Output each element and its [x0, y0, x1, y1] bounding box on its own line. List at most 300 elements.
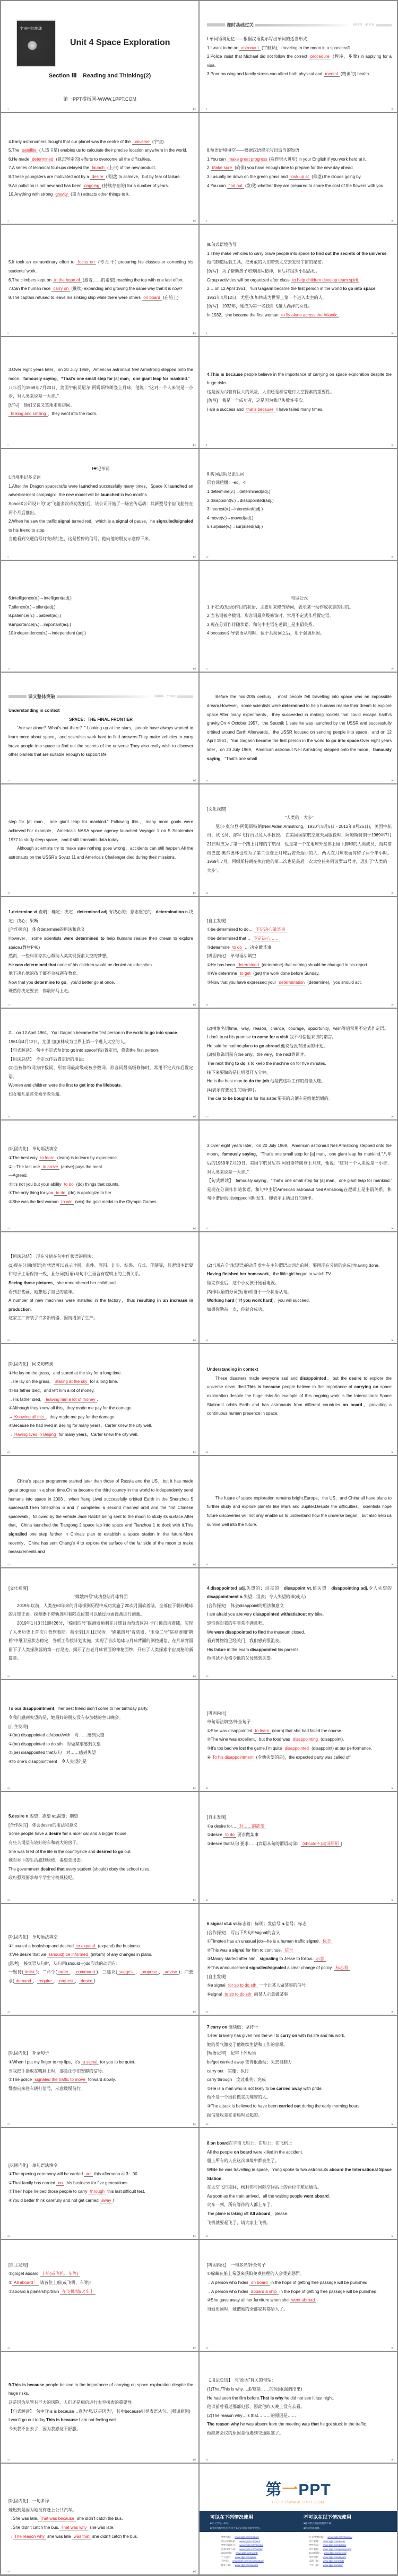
answer-blank[interactable]: determined — [236, 963, 261, 968]
slide[interactable] — [200, 2240, 397, 2351]
bold-text: Having finished her homework — [207, 1272, 269, 1277]
skip-forward-icon[interactable]: ▶| — [391, 779, 394, 783]
slide[interactable] — [200, 1792, 397, 1903]
text-line — [207, 155, 392, 164]
link[interactable]: www.1ppt.com/xiazai/ — [239, 2547, 263, 2551]
answer-blank[interactable]: to learn — [254, 1728, 271, 1734]
skip-forward-icon[interactable]: ▶| — [193, 331, 196, 335]
answer-blank[interactable]: 在飞机/船/火车上 — [60, 2289, 95, 2295]
bold-text: n. — [281, 1921, 285, 1927]
skip-forward-icon[interactable]: ▶| — [193, 1227, 196, 1231]
slide-number: 14 — [206, 779, 209, 782]
answer-blank[interactable]: to win — [60, 1199, 74, 1205]
answer-blank[interactable]: to arrive — [41, 1165, 59, 1170]
paragraph — [8, 724, 193, 759]
skip-forward-icon[interactable]: ▶| — [193, 2234, 196, 2238]
text-run: (在船上). — [161, 295, 180, 300]
text-line — [207, 969, 392, 978]
link[interactable]: www.1ppt.com/word/ — [236, 2552, 258, 2555]
slide-number: 42 — [206, 2346, 209, 2349]
slide-number: 3 — [7, 219, 9, 223]
answer-blank[interactable]: signaled the traffic to move — [33, 2077, 86, 2083]
slide[interactable] — [1, 449, 198, 560]
text-line — [207, 1946, 392, 1955]
skip-forward-icon[interactable]: ▶| — [193, 1451, 196, 1454]
text-run: (取得很大进步) in your English if you work hard at it. — [269, 156, 367, 162]
text-line — [207, 52, 392, 70]
answer-blank[interactable]: Knowing all this — [13, 1415, 46, 1420]
slide[interactable] — [200, 561, 397, 672]
slide[interactable] — [1, 2128, 198, 2239]
answer-blank[interactable]: To his disappointment — [211, 1755, 255, 1760]
link[interactable]: www.1ppt.com/tubiao/ — [323, 2544, 347, 2547]
answer-blank[interactable]: (should) be informed — [47, 1952, 89, 1957]
slide[interactable] — [1, 1904, 198, 2015]
link-row — [221, 2559, 309, 2563]
text-run: to Jesse to follow. — [278, 1956, 314, 1962]
text-line: 他们制造运载工具，把勇敢的人们带到太空去发现宇宙的秘密。 — [207, 260, 326, 265]
slide[interactable] — [200, 113, 397, 224]
answer-blank[interactable]: satellite — [21, 148, 38, 153]
answer-blank[interactable]: determined — [30, 157, 55, 162]
header-bar-left — [207, 23, 225, 27]
slide[interactable] — [1, 2352, 198, 2463]
answer-blank[interactable]: order — [57, 1970, 70, 1975]
answer-blank[interactable]: ongoing — [83, 183, 101, 189]
text-line: ①He lay on the grass，and stared at the sky for a long time. — [8, 1370, 122, 1375]
text-run: . — [30, 1307, 32, 1312]
text-run: (disappoint) at our performance. — [310, 1746, 372, 1751]
answer-blank[interactable]: make great progress — [227, 157, 269, 162]
answer-blank[interactable]: went abroad — [290, 2298, 316, 2303]
text-line — [8, 482, 193, 500]
answer-blank[interactable]: look up at — [289, 174, 310, 180]
text-run: .我不相信他来访的诺言。 — [288, 1035, 336, 1040]
slide[interactable] — [1, 2240, 198, 2351]
answer-blank[interactable]: to learn — [39, 1155, 56, 1161]
slide[interactable] — [200, 2352, 397, 2463]
skip-forward-icon[interactable]: ▶| — [193, 108, 196, 111]
text-line — [8, 1942, 193, 1951]
text-run: of pause，he — [128, 519, 157, 524]
skip-forward-icon[interactable]: ▶| — [391, 331, 394, 335]
text-run: were killed in the accident. — [252, 2149, 303, 2155]
skip-forward-icon[interactable]: ▶| — [391, 443, 394, 447]
slide[interactable] — [200, 1904, 397, 2015]
skip-forward-icon[interactable]: ▶| — [193, 2010, 196, 2014]
slide[interactable] — [1, 225, 198, 336]
answer-blank[interactable]: to get — [238, 971, 252, 976]
slide-number: 28 — [206, 1563, 209, 1566]
answer-blank[interactable]: aboard a ship — [249, 2289, 278, 2295]
text-line — [207, 1735, 392, 1744]
answer-blank[interactable]: leaving him a lot of money — [45, 1397, 97, 1402]
skip-forward-icon[interactable]: ▶| — [193, 1003, 196, 1007]
answer-blank[interactable]: desire — [90, 174, 105, 180]
answer-blank[interactable]: disappointing — [291, 1737, 319, 1742]
text-line: 看到博物馆已经关门，我们感到很沮丧。 — [207, 1638, 283, 1644]
answer-blank[interactable]: Having lived in Beijing — [13, 1432, 57, 1437]
slide[interactable] — [1, 784, 198, 895]
slide-number: 44 — [206, 2458, 209, 2462]
text-run: 1.I want to be an — [207, 45, 240, 50]
answer-blank[interactable]: require — [37, 1979, 54, 1984]
slide-number: 40 — [206, 2234, 209, 2237]
text-line — [207, 1840, 392, 1849]
usage-heading: 可以在下列情况使用 — [210, 2515, 254, 2520]
answer-blank[interactable]: to do — [54, 1190, 67, 1196]
text-run: in two months. — [119, 492, 148, 498]
link[interactable]: www.1ppt.com/powerpoint/ — [323, 2547, 352, 2551]
link-label: PPT模板： — [221, 2536, 233, 2539]
slide[interactable] — [200, 1456, 397, 1567]
slide[interactable] — [1, 1568, 198, 1679]
text-run: ④ — [207, 1754, 211, 1760]
bold-text: Working hard — [207, 1298, 235, 1303]
slide[interactable] — [200, 1009, 397, 1119]
skip-forward-icon[interactable]: ▶| — [391, 1115, 394, 1118]
link[interactable]: www.1ppt.com/moban/ — [235, 2536, 259, 2539]
slide-number: 27 — [7, 1563, 10, 1566]
skip-forward-icon[interactable]: ▶| — [391, 891, 394, 895]
answer-blank[interactable]: command — [75, 1970, 97, 1975]
answer-blank[interactable]: 下定决心做某事 — [254, 927, 287, 932]
text-line: [巩固内化] 单句语法填空 — [8, 1146, 58, 1152]
answer-blank[interactable]: advise — [163, 1970, 178, 1975]
bold-text: carry on — [280, 2033, 297, 2039]
answer-blank[interactable]: to expand — [75, 1944, 97, 1949]
slide[interactable] — [200, 1121, 397, 1231]
text-line: 他以前曾看过那部电影，因此他昨天晚上没有去看。 — [207, 2404, 305, 2410]
bold-text: signalled — [8, 1532, 27, 1537]
skip-forward-icon[interactable]: ▶| — [391, 2010, 394, 2014]
answer-blank[interactable]: staring at the sky — [54, 1379, 89, 1384]
link[interactable]: www.1ppt.com/kejian/ — [323, 2555, 346, 2559]
answer-blank[interactable]: 信号 — [283, 1948, 295, 1953]
answer-blank[interactable]: All aboard！ — [12, 2280, 39, 2286]
text-run: (人造卫星) enables us to calculate their precise location anywhere in the world. — [38, 148, 187, 153]
text-line: 【句式解读】 句中This is because…意为“那/这是因为”，其中because引导表语从句。(强调原因) — [8, 2409, 191, 2414]
text-run: While he was travelling in space，Yang spoke to two astronauts — [207, 2167, 330, 2172]
bold-text: disappointing adj. — [331, 1585, 368, 1591]
link[interactable]: www.1ppt.com/jieri/ — [239, 2539, 261, 2543]
answer-blank[interactable]: procedure — [309, 54, 331, 59]
section-title: Section Ⅲ Reading and Thinking(2) — [48, 73, 151, 79]
skip-forward-icon[interactable]: ▶| — [391, 2346, 394, 2350]
answer-blank[interactable]: 对……的欲望 — [237, 1824, 266, 1829]
slide[interactable] — [200, 897, 397, 1008]
text-run: (arrive) pays the meal. — [59, 1164, 103, 1169]
text-run: . — [177, 1030, 178, 1035]
text-line: ④to one’s disappointment 令人失望的是 — [8, 1759, 87, 1764]
answer-blank[interactable]: away — [100, 2198, 113, 2203]
text-run: (程序，步骤) in applying for a visa. — [207, 54, 392, 68]
slide[interactable] — [1, 561, 198, 672]
skip-forward-icon[interactable]: ▶| — [193, 891, 196, 895]
brand-url[interactable]: HTTP://WWW.1PPT.COM — [272, 2501, 325, 2505]
link[interactable]: www.1ppt.com/hangye/ — [327, 2536, 352, 2539]
text-run: 在宇宙飞船上；在船上；在飞机上 — [228, 2141, 292, 2146]
text-run: an advertisement campaign：the new model will be — [8, 483, 194, 498]
answer-blank[interactable]: universe — [132, 139, 151, 145]
link[interactable]: www.1ppt.com/shiti/ — [323, 2560, 344, 2563]
text-run: to explore the universe never died. — [207, 1375, 392, 1390]
skip-forward-icon[interactable]: ▶| — [193, 1563, 196, 1566]
text-line: 8.patience(n.)→patient(adj.) — [8, 613, 62, 619]
text-run: (do) things that counts. — [75, 1181, 120, 1187]
slide[interactable] — [1, 2016, 198, 2127]
link[interactable]: www.1ppt.com/sucai/ — [323, 2539, 345, 2543]
text-line — [8, 2279, 193, 2288]
slide[interactable] — [200, 2464, 397, 2574]
answer-blank[interactable]: 示意 — [314, 1956, 326, 1962]
text-line — [8, 2187, 193, 2196]
answer-blank[interactable]: was that — [72, 2534, 91, 2539]
answer-blank[interactable]: Talking and smiling — [8, 411, 48, 417]
text-run: 1.After the Dragon spacecrafts were — [8, 483, 80, 489]
text-run: Some people have — [8, 1831, 45, 1837]
skip-forward-icon[interactable]: ▶| — [391, 2234, 394, 2238]
link[interactable]: www.1ppt.com/jiaoan/ — [235, 2563, 258, 2566]
skip-forward-icon[interactable]: ▶| — [391, 2122, 394, 2126]
text-run: for him to continue. — [244, 1947, 283, 1953]
text-line: (2)抽象名词time，way，reason，chance，courage，opportunity，wish等后常用不定式作定语。 — [207, 1026, 388, 1031]
text-run: ②be determined that… — [207, 936, 252, 941]
slide[interactable] — [1, 1232, 198, 1343]
answer-blank[interactable]: desire — [79, 1979, 94, 1984]
text-line: 他下决心他的孩子都不会被剥夺教育。 — [8, 971, 81, 976]
slide[interactable] — [200, 784, 397, 895]
text-run: one step further in China’s plan to establish a space station in the future.More recently，China has sent Chang’e 4 to explore the surface of the far side of the moon to make measurements and — [8, 1532, 193, 1555]
answer-blank[interactable]: a signal — [81, 2060, 99, 2065]
slide[interactable] — [1, 1792, 198, 1903]
answer-blank[interactable]: insist — [23, 1970, 36, 1975]
answer-blank[interactable]: request — [58, 1979, 75, 1984]
text-line — [207, 1990, 392, 1999]
skip-forward-icon[interactable]: ▶| — [391, 1899, 394, 1902]
answer-blank[interactable]: suggest — [117, 1970, 135, 1975]
text-run: 2.Police insist that Michael did not follow the correct — [207, 54, 309, 59]
answer-blank[interactable]: find out — [227, 183, 244, 189]
text-line — [207, 173, 392, 182]
skip-forward-icon[interactable]: ▶| — [391, 1339, 394, 1343]
text-run: (宇航员)，traveling to the moon in a spacecraft. — [260, 45, 351, 50]
slide[interactable] — [200, 1680, 397, 1791]
link[interactable]: www.1ppt.com/beijing/ — [239, 2544, 264, 2547]
skip-forward-icon[interactable]: ▶| — [193, 1899, 196, 1902]
slide-number: 5 — [7, 331, 9, 334]
bold-text: on board — [233, 2149, 252, 2155]
answer-blank[interactable]: that’s because — [245, 407, 275, 412]
bold-text: signal — [116, 519, 128, 524]
slide-number: 2 — [206, 108, 207, 111]
bold-text: to come for a visit — [252, 1035, 289, 1040]
slide[interactable] — [1, 1121, 198, 1231]
skip-forward-icon[interactable]: ▶| — [391, 1787, 394, 1790]
link[interactable]: www.1ppt.com/shouchaobao/ — [232, 2560, 264, 2563]
slide[interactable] — [200, 449, 397, 560]
answer-blank[interactable]: to do — [63, 1182, 75, 1187]
text-line: [巩固内化] 补全句子 — [8, 2051, 49, 2056]
slide[interactable] — [1, 1680, 198, 1791]
skip-forward-icon[interactable]: ▶| — [391, 1227, 394, 1231]
skip-forward-icon[interactable]: ▶| — [391, 555, 394, 559]
text-line: 船上所有的人在这次事故中都丧生了。 — [207, 2158, 279, 2164]
answer-blank[interactable]: Make sure — [211, 165, 233, 171]
text-run: I am a success and — [207, 407, 245, 412]
text-run: none of his children would be denied an education. — [56, 962, 153, 967]
skip-forward-icon[interactable]: ▶| — [391, 2458, 394, 2462]
answer-blank[interactable]: to do — [231, 945, 244, 950]
skip-forward-icon[interactable]: ▶| — [391, 219, 394, 223]
text-run: he got stuck in the traffic. — [318, 2422, 367, 2427]
text-line — [8, 2288, 193, 2297]
skip-forward-icon[interactable]: ▶| — [193, 779, 196, 783]
text-run: Understanding in context — [8, 708, 60, 713]
slide-number: 33 — [7, 1899, 10, 1902]
skip-forward-icon[interactable]: ▶| — [193, 219, 196, 223]
text-line: —Agreed. — [8, 1173, 28, 1178]
skip-forward-icon[interactable]: ▶| — [391, 1674, 394, 1678]
text-line — [8, 2533, 193, 2542]
slide[interactable] — [200, 2016, 397, 2127]
text-run: 6.He made — [8, 156, 31, 162]
slide[interactable] — [200, 1568, 397, 1679]
answer-blank[interactable]: demand — [14, 1979, 33, 1984]
skip-forward-icon[interactable]: ▶| — [391, 108, 394, 111]
answer-blank[interactable]: propose — [140, 1970, 159, 1975]
slide[interactable] — [200, 1232, 397, 1343]
link[interactable]: www.1ppt.com/jianli/ — [235, 2555, 257, 2559]
slide[interactable] — [1, 1344, 198, 1455]
slide[interactable] — [1, 897, 198, 1008]
text-run: 3.I usually lie down on the green grass and — [207, 174, 289, 180]
answer-blank[interactable]: in the hope of — [53, 278, 81, 283]
skip-forward-icon[interactable]: ▶| — [193, 1115, 196, 1118]
text-line: 【句式解读】 famously saying，‘That’s one small step for [a] man，one giant leap for mankind.’ 是现在分词作伴随状语，和句中主语American astronaut Neil Armstrong在逻辑上是主谓关系，和句中谓语动词stepped同时发生，即表示主动进行的动作。 — [207, 1178, 392, 1201]
answer-blank[interactable]: launch — [90, 165, 106, 171]
skip-forward-icon[interactable]: ▶| — [391, 1451, 394, 1454]
link[interactable]: www.1ppt.com/excel/ — [324, 2552, 347, 2555]
text-run: ④This announcement — [207, 1965, 249, 1971]
answer-blank[interactable]: for sb to do sth — [227, 1983, 258, 1988]
skip-forward-icon[interactable]: ▶| — [193, 443, 196, 447]
answer-blank[interactable]: to sb to do sth — [223, 1992, 253, 1997]
answer-blank[interactable]: 下定决心…… — [252, 936, 280, 941]
skip-forward-icon[interactable]: ▶| — [193, 1787, 196, 1790]
answer-blank[interactable]: on board — [249, 2280, 270, 2286]
answer-blank[interactable]: out — [84, 2172, 93, 2177]
answer-blank[interactable]: to help children develop team spirit — [291, 278, 360, 283]
text-line — [8, 285, 193, 294]
slide[interactable] — [1, 113, 198, 224]
text-line: 警察向来往车辆打信号，示意缓慢前行。 — [8, 2086, 85, 2091]
text-run: I have failed many times. — [275, 407, 324, 412]
answer-blank[interactable]: The reason why — [13, 2534, 46, 2539]
answer-blank[interactable]: focus on — [76, 260, 97, 265]
text-line: 据信进攻是在清晨时发起的。 — [207, 2112, 262, 2118]
slide[interactable] — [1, 673, 198, 783]
link[interactable]: www.1ppt.com/ziti/ — [323, 2563, 343, 2566]
text-line — [8, 366, 193, 383]
answer-blank[interactable]: 标志着 — [334, 1965, 350, 1971]
answer-blank[interactable]: That was because — [38, 2516, 76, 2521]
text-line — [8, 1812, 193, 1821]
answer-blank[interactable]: on — [56, 2181, 64, 2186]
text-line: [巩固内化] 同义句转换 — [8, 1362, 54, 1367]
answer-blank[interactable]: (should＋)动词原形 — [301, 1841, 341, 1847]
skip-forward-icon[interactable]: ▶| — [391, 1563, 394, 1566]
skip-forward-icon[interactable]: ▶| — [193, 1674, 196, 1678]
skip-forward-icon[interactable]: ▶| — [193, 555, 196, 559]
text-line: 她迟到是因为她没有赶上公共汽车。 — [8, 2507, 76, 2512]
slide[interactable] — [1, 2464, 198, 2574]
text-run: “嫦娥四号”成功登陆月球背面 — [74, 1594, 128, 1600]
answer-blank[interactable]: through — [89, 2189, 106, 2194]
text-run: 8.The captain refused to leave his sinking ship while there were others — [8, 295, 142, 300]
skip-forward-icon[interactable]: ▶| — [193, 2458, 196, 2462]
slide[interactable] — [1, 337, 198, 448]
skip-forward-icon[interactable]: ▶| — [391, 1003, 394, 1007]
skip-forward-icon[interactable]: ▶| — [193, 667, 196, 671]
skip-forward-icon[interactable]: ▶| — [193, 2346, 196, 2350]
skip-forward-icon[interactable]: ▶| — [193, 2122, 196, 2126]
answer-blank[interactable]: 标志 — [321, 1939, 333, 1944]
text-run: (win) the gold medal in the Olympic Games. — [74, 1199, 158, 1204]
answer-blank[interactable]: mental — [324, 72, 340, 77]
centered-heading — [207, 594, 392, 603]
slide[interactable] — [1, 1, 198, 112]
text-line: [自主发现] — [207, 1974, 227, 1979]
text-line — [207, 250, 392, 259]
slide-number: 11 — [7, 667, 10, 671]
slide[interactable] — [200, 1, 397, 112]
text-run: 2.When he saw the traffic — [8, 519, 58, 524]
answer-blank[interactable]: on board — [142, 295, 162, 301]
text-line: [文化视窗] — [8, 1585, 28, 1591]
slide[interactable] — [200, 225, 397, 336]
slide[interactable] — [1, 1456, 198, 1567]
slide[interactable] — [200, 2128, 397, 2239]
slide-number: 31 — [7, 1787, 10, 1789]
text-line: 接下来要做的是让机器开五分钟。 — [207, 1070, 271, 1075]
answer-blank[interactable]: carry on — [51, 286, 70, 292]
answer-blank[interactable]: That was why — [59, 2525, 89, 2530]
bold-text: signal — [232, 1947, 245, 1953]
answer-blank[interactable]: disappointed — [283, 1746, 310, 1751]
answer-blank[interactable]: determination — [278, 980, 306, 985]
slide[interactable] — [200, 337, 397, 448]
text-line: [巩固内化] 一句多译/补全句子 — [207, 2262, 266, 2268]
answer-blank[interactable]: 上船(或飞机、车等) — [40, 2271, 80, 2277]
skip-forward-icon[interactable]: ▶| — [391, 667, 394, 671]
slide[interactable] — [200, 1344, 397, 1455]
answer-blank[interactable]: to fly alone across the Atlantic — [280, 313, 339, 318]
link-row — [221, 2543, 309, 2547]
text-line: Ⅰ.单词语境记忆——根据汉语提示写出单词的适当形式 — [207, 37, 307, 41]
skip-forward-icon[interactable]: ▶| — [193, 1339, 196, 1343]
slide[interactable] — [1, 1009, 198, 1119]
answer-blank[interactable]: gravity — [54, 192, 70, 197]
answer-blank[interactable]: astronaut — [239, 46, 260, 51]
text-line: 有些人渴望有较好的车和较大的房子。 — [8, 1840, 81, 1845]
slide-number: 12 — [206, 667, 209, 671]
text-run: (抱着……的希望) reaching the top with one last effort. — [81, 277, 184, 283]
skip-forward-icon[interactable]: ▶| — [193, 2570, 196, 2574]
answer-blank[interactable]: to do — [223, 1832, 236, 1838]
bold-text: famously saying — [222, 1152, 256, 1157]
slide[interactable] — [200, 673, 397, 783]
